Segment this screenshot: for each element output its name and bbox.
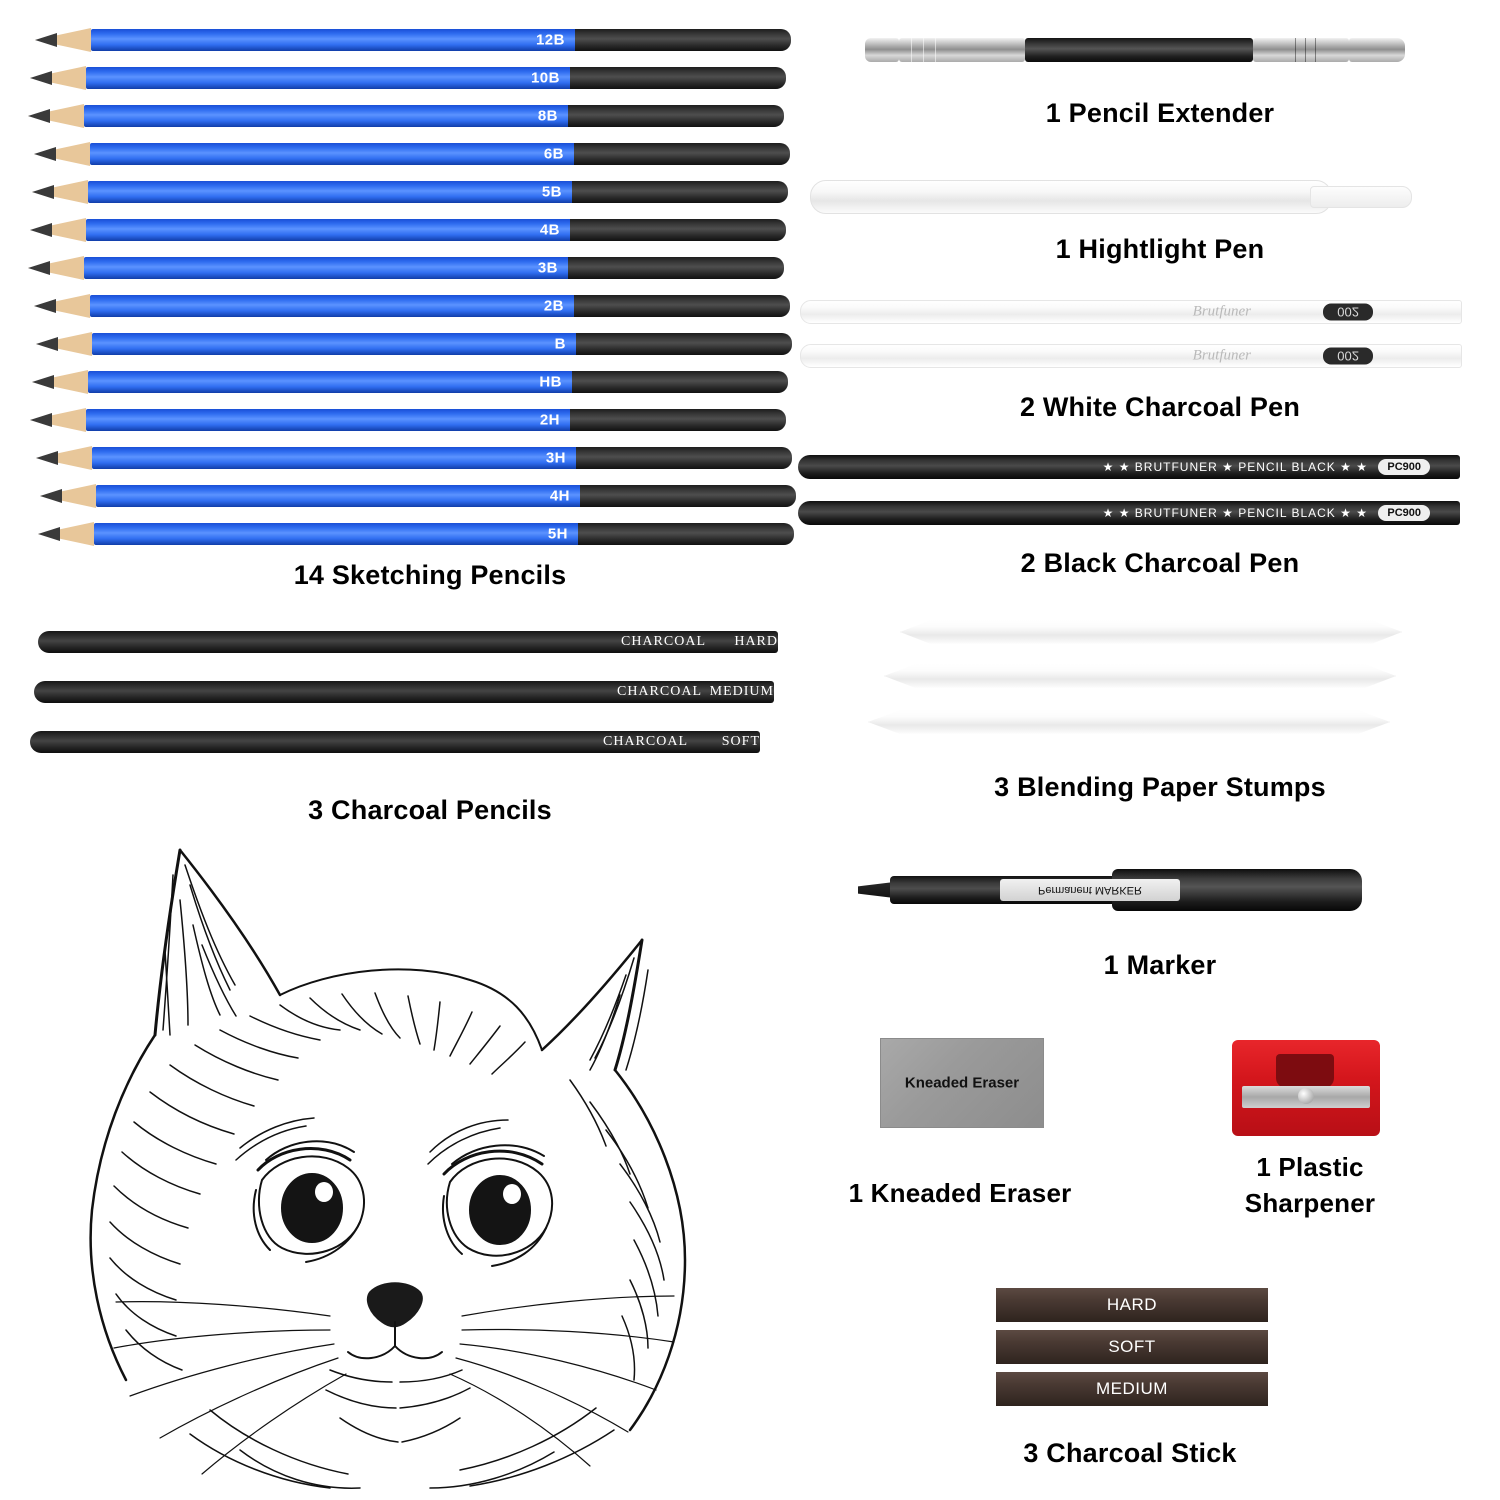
white-charcoal-pen-body — [800, 344, 1462, 368]
extender-end-cap — [865, 38, 899, 62]
charcoal-stick-item — [996, 1288, 1268, 1322]
sharpener-caption-line2: Sharpener — [1244, 1188, 1376, 1218]
pencil-body — [86, 219, 572, 241]
sharpener-caption-line1: 1 Plastic — [1256, 1152, 1364, 1182]
extender-tip — [1349, 38, 1405, 62]
charcoal-stick-label: HARD — [1106, 1295, 1158, 1314]
pencil-ferrule — [570, 67, 786, 89]
white-charcoal-pen-item — [800, 340, 1460, 370]
charcoal-pencil-grade: SOFT — [721, 734, 760, 749]
black-charcoal-pen-item — [798, 496, 1460, 530]
pencil-body — [92, 333, 578, 355]
pencil-body — [92, 447, 578, 469]
charcoal-sticks-caption: 3 Charcoal Stick — [1023, 1438, 1237, 1468]
extender-grip — [899, 38, 1025, 62]
white-charcoal-pen-body — [800, 300, 1462, 324]
pencil-tip-icon — [30, 212, 88, 248]
marker-caption: 1 Marker — [1103, 950, 1217, 980]
pencil-grade-label: 5B — [541, 183, 562, 201]
pencil-grade-label: 12B — [535, 31, 565, 49]
pencil-tip-icon — [38, 516, 96, 552]
pencil-body — [84, 257, 570, 279]
black-pen-badge: PC900 — [1378, 459, 1430, 475]
pencil-grade-label: B — [554, 335, 566, 353]
pencil-grade-label: 4B — [539, 221, 560, 239]
pencil-tip-icon — [30, 402, 88, 438]
pencil-ferrule — [572, 371, 788, 393]
pencil-tip-icon — [34, 288, 92, 324]
sketching-pencils-group — [0, 0, 800, 560]
marker-label-text: Permanent MARKER — [1038, 884, 1142, 896]
blending-stump-item — [868, 708, 1388, 734]
blending-stump-shape — [884, 662, 1396, 690]
white-pen-code: 002 — [1323, 304, 1373, 321]
plastic-sharpener-item — [1232, 1040, 1380, 1136]
pencil-ferrule — [578, 523, 794, 545]
pencil-tip-icon — [40, 478, 98, 514]
charcoal-pencil-grade: HARD — [734, 634, 778, 649]
sketching-pencils-caption: 14 Sketching Pencils — [293, 560, 567, 590]
pencil-extender-item — [865, 22, 1405, 78]
pencil-tip-icon — [35, 22, 93, 58]
highlight-pen-item — [810, 168, 1410, 224]
blending-stump-item — [900, 618, 1400, 644]
white-pen-brand: Brutfuner — [1192, 303, 1251, 320]
charcoal-stick-label: MEDIUM — [1096, 1379, 1168, 1398]
pencil-ferrule — [570, 409, 786, 431]
pencil-tip-icon — [36, 440, 94, 476]
pencil-tip-icon — [28, 250, 86, 286]
marker-label — [1000, 879, 1180, 901]
pencil-grade-label: 5H — [547, 525, 568, 543]
extender-collar — [1253, 38, 1349, 62]
pencil-body — [90, 143, 576, 165]
pencil-grade-label: 10B — [530, 69, 560, 87]
marker-item — [850, 855, 1410, 925]
charcoal-pencil-item — [34, 675, 774, 709]
pencil-ferrule — [568, 105, 784, 127]
charcoal-pencil-body — [38, 631, 778, 653]
pencil-body — [86, 67, 572, 89]
white-charcoal-pens-caption: 2 White Charcoal Pen — [1019, 392, 1301, 422]
charcoal-pencils-group — [30, 625, 790, 775]
pencil-body — [84, 105, 570, 127]
pencil-grade-label: 3B — [537, 259, 558, 277]
pencil-grade-label: 2H — [539, 411, 560, 429]
black-charcoal-pen-body — [798, 501, 1460, 525]
pencil-body — [91, 29, 577, 51]
sharpener-screw — [1298, 1088, 1314, 1104]
pencil-ferrule — [580, 485, 796, 507]
pencil-ferrule — [574, 143, 790, 165]
charcoal-pencil-item — [30, 725, 760, 759]
kneaded-eraser-caption: 1 Kneaded Eraser — [848, 1178, 1072, 1208]
highlight-pen-tip — [1310, 186, 1412, 208]
pencil-grade-label: 6B — [543, 145, 564, 163]
charcoal-stick-item — [996, 1330, 1268, 1364]
pencil-ferrule — [576, 333, 792, 355]
pencil-body — [88, 181, 574, 203]
pencil-grade-label: HB — [539, 373, 562, 391]
black-pen-text: ★ ★ BRUTFUNER ★ PENCIL BLACK ★ ★ — [1102, 460, 1368, 474]
pencil-extender-caption: 1 Pencil Extender — [1045, 98, 1275, 128]
charcoal-pencil-grade: MEDIUM — [709, 684, 774, 699]
sharpener-hole — [1276, 1054, 1334, 1088]
charcoal-pencils-caption: 3 Charcoal Pencils — [308, 795, 552, 825]
black-charcoal-pen-item — [798, 450, 1460, 484]
pencil-ferrule — [570, 219, 786, 241]
cat-sketch-illustration — [30, 830, 800, 1490]
white-pen-brand: Brutfuner — [1192, 347, 1251, 364]
charcoal-stick-item — [996, 1372, 1268, 1406]
pencil-grade-label: 3H — [545, 449, 566, 467]
blending-stump-shape — [900, 618, 1402, 646]
charcoal-stick-label: SOFT — [1108, 1337, 1156, 1356]
pencil-tip-icon — [30, 60, 88, 96]
pencil-ferrule — [574, 295, 790, 317]
charcoal-pencil-body — [34, 681, 774, 703]
black-pen-text: ★ ★ BRUTFUNER ★ PENCIL BLACK ★ ★ — [1102, 506, 1368, 520]
pencil-grade-label: 8B — [537, 107, 558, 125]
pencil-ferrule — [575, 29, 791, 51]
black-charcoal-pen-body — [798, 455, 1460, 479]
charcoal-pencil-brand: CHARCOAL — [620, 634, 706, 649]
pencil-grade-label: 2B — [543, 297, 564, 315]
charcoal-pencil-brand: CHARCOAL — [602, 734, 688, 749]
pencil-tip-icon — [32, 174, 90, 210]
pencil-grade-label: 4H — [549, 487, 570, 505]
pencil-ferrule — [576, 447, 792, 469]
pencil-tip-icon — [36, 326, 94, 362]
charcoal-pencil-body — [30, 731, 760, 753]
charcoal-pencil-brand: CHARCOAL — [616, 684, 702, 699]
pencil-ferrule — [568, 257, 784, 279]
blending-stumps-caption: 3 Blending Paper Stumps — [994, 772, 1326, 802]
pencil-tip-icon — [34, 136, 92, 172]
blending-stump-shape — [868, 708, 1390, 736]
blending-stump-item — [884, 662, 1394, 688]
pencil-tip-icon — [32, 364, 90, 400]
kneaded-eraser-label: Kneaded Eraser — [904, 1074, 1020, 1092]
black-pen-badge: PC900 — [1378, 505, 1430, 521]
pencil-body — [94, 523, 580, 545]
pencil-body — [86, 409, 572, 431]
highlight-pen-barrel — [810, 180, 1332, 214]
pencil-body — [88, 371, 574, 393]
pencil-body — [90, 295, 576, 317]
pencil-tip-icon — [28, 98, 86, 134]
pencil-ferrule — [572, 181, 788, 203]
black-charcoal-pens-caption: 2 Black Charcoal Pen — [1020, 548, 1300, 578]
white-charcoal-pen-item — [800, 296, 1460, 326]
highlight-pen-caption: 1 Hightlight Pen — [1055, 234, 1265, 264]
charcoal-pencil-item — [38, 625, 778, 659]
extender-barrel — [1025, 38, 1253, 62]
kneaded-eraser-item — [880, 1038, 1044, 1128]
pencil-body — [96, 485, 582, 507]
white-pen-code: 002 — [1323, 348, 1373, 365]
